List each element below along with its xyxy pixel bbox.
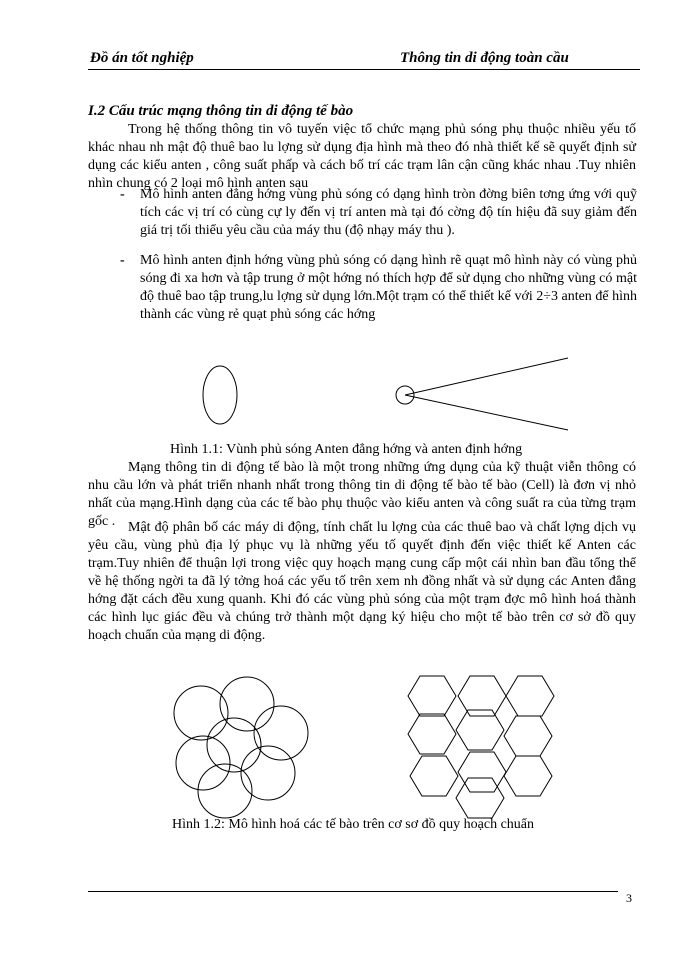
figure-1-1-caption: Hình 1.1: Vùnh phủ sóng Anten đẳng hớng và anten định hớng bbox=[170, 442, 523, 457]
figure-hexagonal-cells bbox=[400, 670, 575, 820]
figure-antenna-coverage bbox=[190, 355, 580, 435]
hexagon-cell bbox=[456, 778, 504, 818]
bullet-marker: - bbox=[120, 187, 125, 202]
bullet-isotropic bbox=[120, 186, 637, 240]
bullet-marker: - bbox=[120, 253, 125, 268]
cell-circle bbox=[241, 746, 295, 800]
hexagon-cell bbox=[506, 676, 554, 716]
cell-circle bbox=[198, 764, 252, 818]
bullet-directional-text: Mô hình anten định hớng vùng phủ sóng có dạng hình rẽ quạt mô hình này có vùng phủ sóng đi xa hơn và tập trung ở một hớng nó thích hợp để sử dụng cho những vùng có mật độ thuê bao tập trung,lu lợng sử dụng lớn.Một trạm có thể thiết kế với 2÷3 anten để hình thành các vùng rẻ quạt phủ sóng các hớng bbox=[140, 253, 637, 322]
intro-paragraph: Trong hệ thống thông tin vô tuyến việc tổ chức mạng phủ sóng phụ thuộc nhiều yếu tố khác nhau nh mật độ thuê bao lu lợng sử dụng địa hình mà theo đó nhà thiết kế sẽ quyết định sử dụng các kiểu anten , công suất phấp và cách bố trí các trạm lân cận cũng khác nhau .Tuy nhiên nhìn chung có 2 loại mô hình anten sau bbox=[88, 122, 636, 191]
cell-circle bbox=[207, 718, 261, 772]
figure-1-2-caption: Hình 1.2: Mô hình hoá các tế bào trên cơ sơ đồ quy hoạch chuẩn bbox=[172, 817, 534, 832]
hexagon-cell bbox=[458, 752, 506, 792]
hexagon-cell bbox=[504, 716, 552, 756]
hexagon-cell bbox=[408, 714, 456, 754]
hexagon-cell bbox=[408, 676, 456, 716]
bullet-isotropic-text: Mô hình anten đẳng hớng vùng phủ sóng có dạng hình tròn đờng biên tơng ứng với quỹ tích các vị trí có cùng cự ly đến vị trí anten mà tại đó cờng độ tín hiệu đã suy giảm đến giá trị tối thiểu yêu cầu của máy thu (độ nhạy máy thu ). bbox=[140, 187, 637, 238]
cell-circle bbox=[220, 677, 274, 731]
sector-boundary-upper bbox=[405, 358, 568, 395]
sector-boundary-lower bbox=[405, 395, 568, 430]
header-document-title: Đồ án tốt nghiệp bbox=[90, 50, 194, 66]
cell-network-paragraph: Mạng thông tin di động tế bào là một trong những ứng dụng của kỹ thuật viễn thông có nhu cầu lớn và phát triển nhanh nhất trong thông tin di động tế bào tế bào (Cell) là đơn vị nhỏ nhất của mạng.Hình dạng của các tế bào phụ thuộc vào kiểu anten và công suất ra của từng trạm gốc . bbox=[88, 460, 636, 529]
header-rule bbox=[88, 69, 640, 70]
cell-circle bbox=[174, 686, 228, 740]
hexagon-cell bbox=[504, 756, 552, 796]
isotropic-coverage-circle bbox=[203, 366, 237, 424]
figure-circular-cells bbox=[165, 675, 315, 820]
footer-rule bbox=[88, 891, 618, 892]
cell-planning-paragraph: Mật độ phân bố các máy di động, tính chất lu lợng của các thuê bao và chất lợng dịch vụ yêu cầu, vùng phủ địa lý phục vụ là những yếu tố quyết định đến việc thiết kế Anten các trạm.Tuy nhiên để thuận lợi trong việc quy hoạch mạng cung cấp một cái nhìn ban đầu tổng thể về hệ thống ngời ta đã lý tởng hoá các yếu tố trên xem nh đồng nhất và sử dụng các Anten đẳng hớng đặt cách đều xung quanh. Khi đó các vùng phủ sóng của một trạm đợc mô hình hoá thành các hình lục giác đều và chúng trở thành một dạng ký hiệu cho một tế bào trên cơ sở đồ quy hoạch chuẩn của mạng di động. bbox=[88, 520, 636, 643]
header-chapter-title: Thông tin di động toàn cầu bbox=[400, 50, 569, 66]
cell-circle bbox=[176, 736, 230, 790]
bullet-directional bbox=[120, 252, 637, 324]
section-title: I.2 Cấu trúc mạng thông tin di động tế bào bbox=[88, 103, 354, 119]
page-number: 3 bbox=[626, 891, 632, 905]
cell-circle bbox=[254, 706, 308, 760]
hexagon-cell bbox=[410, 756, 458, 796]
